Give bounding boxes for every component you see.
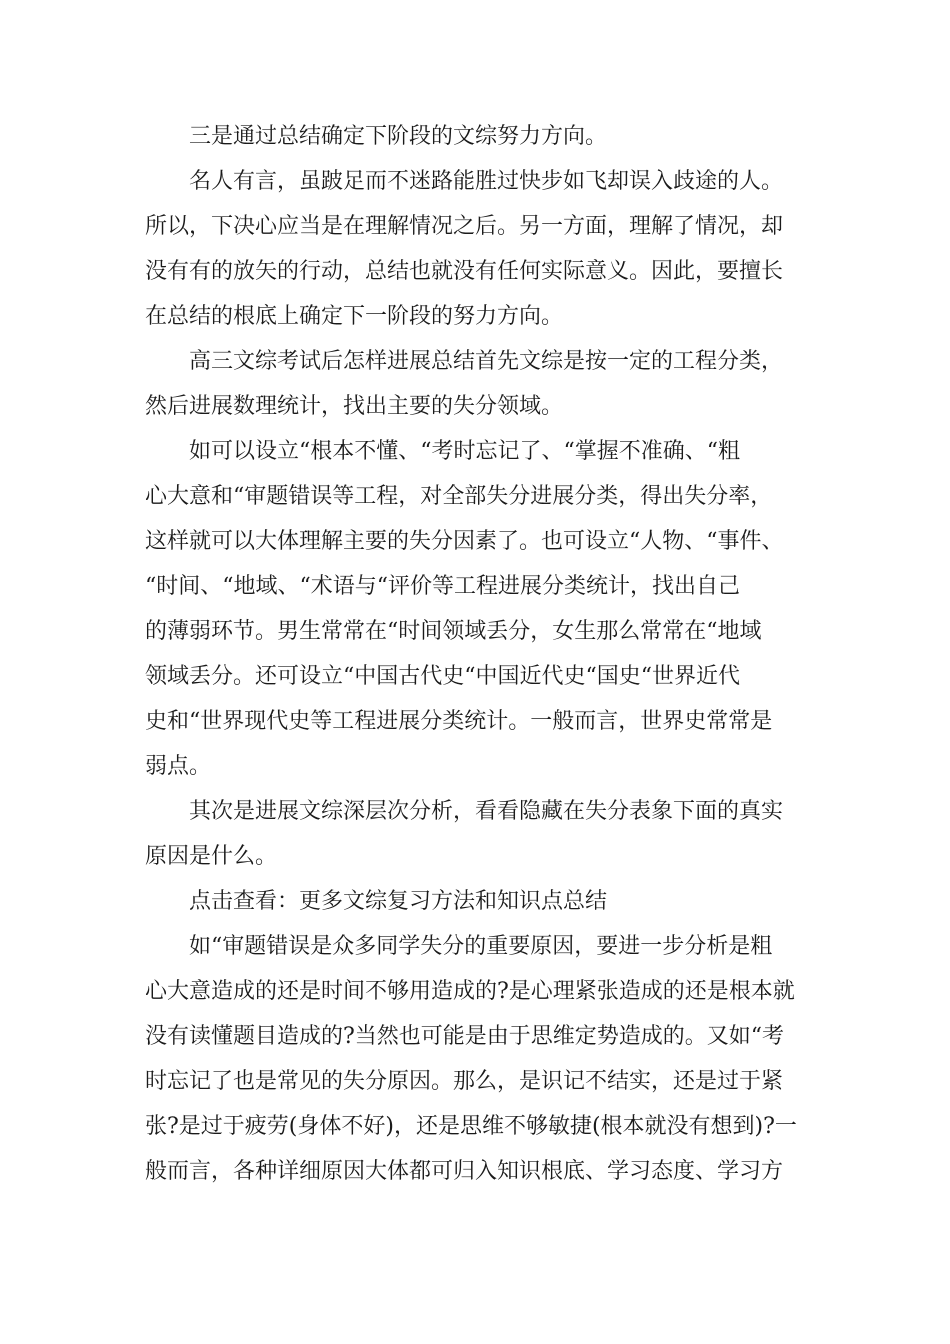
text-line: 高三文综考试后怎样进展总结首先文综是按一定的工程分类， (189, 349, 784, 374)
text-line: 如“审题错误是众多同学失分的重要原因，要进一步分析是粗 (189, 934, 773, 959)
text-line: 般而言，各种详细原因大体都可归入知识根底、学习态度、学习方 (145, 1159, 784, 1184)
text-line: 张?是过于疲劳(身体不好)，还是思维不够敏捷(根本就没有想到)?一 (145, 1114, 797, 1139)
text-line: 这样就可以大体理解主要的失分因素了。也可设立“人物、“事件、 (145, 529, 784, 554)
text-line: 没有有的放矢的行动，总结也就没有任何实际意义。因此，要擅长 (145, 259, 784, 284)
text-line: 心大意造成的还是时间不够用造成的?是心理紧张造成的还是根本就 (145, 979, 795, 1004)
text-line: 时忘记了也是常见的失分原因。那么，是识记不结实，还是过于紧 (145, 1069, 784, 1094)
text-line: 史和“世界现代史等工程进展分类统计。一般而言，世界史常常是 (145, 709, 773, 734)
text-line: 名人有言，虽跛足而不迷路能胜过快步如飞却误入歧途的人。 (189, 169, 784, 194)
text-line: 然后进展数理统计，找出主要的失分领域。 (145, 394, 564, 419)
text-line: “时间、“地域、“术语与“评价等工程进展分类统计，找出自己 (145, 574, 740, 599)
text-line: 其次是进展文综深层次分析，看看隐藏在失分表象下面的真实 (189, 799, 784, 824)
text-line: 弱点。 (145, 754, 212, 779)
text-line: 点击查看：更多文综复习方法和知识点总结 (189, 889, 608, 914)
document-body (145, 114, 825, 1194)
text-line: 在总结的根底上确定下一阶段的努力方向。 (145, 304, 564, 329)
text-line: 没有读懂题目造成的?当然也可能是由于思维定势造成的。又如“考 (145, 1024, 785, 1049)
text-line: 三是通过总结确定下阶段的文综努力方向。 (189, 124, 608, 149)
text-line: 的薄弱环节。男生常常在“时间领域丢分，女生那么常常在“地域 (145, 619, 762, 644)
text-line: 领域丢分。还可设立“中国古代史“中国近代史“国史“世界近代 (145, 664, 740, 689)
text-line: 原因是什么。 (145, 844, 278, 869)
text-line: 所以，下决心应当是在理解情况之后。另一方面，理解了情况，却 (145, 214, 784, 239)
text-line: 如可以设立“根本不懂、“考时忘记了、“掌握不准确、“粗 (189, 439, 740, 464)
text-line: 心大意和“审题错误等工程，对全部失分进展分类，得出失分率， (145, 484, 773, 509)
